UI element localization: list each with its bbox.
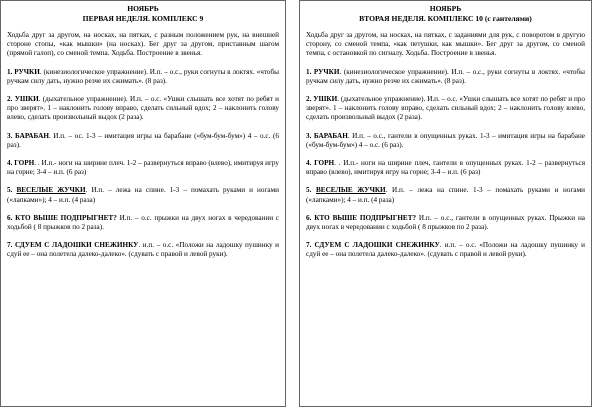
exercise-text: . и.п. – о.с. «Положи на ладошку пушинку и сдуй ее – она полетела далеко-далеко». (сдувать с правой и левой руки). xyxy=(306,241,585,259)
exercise-text: . И.п. – лежа на спине. 1-3 – помахать руками и ногами («лапками»); 4 – и.п. (4 раза) xyxy=(7,186,279,204)
exercise-text: . и.п. – о.с. «Положи на ладошку пушинку и сдуй ее – она полетела далеко-далеко». (сдувать с правой и левой руки). xyxy=(7,241,279,259)
exercise-text: . (дыхательное упражнение). И.п. – о.с. «Ушки слышать все хотят по ребят и про зверят». 1 – наклонить голову вправо, сделать сильный вдох; 2 – наклонить голову влево, сделать произвольный выдох (2 раза). xyxy=(7,95,280,122)
exercise-text: . . И.п.- ноги на ширине плеч. 1-2 – развернуться вправо (влево), имитируя игру на горне; 3-4 – и.п. (6 раз) xyxy=(7,159,280,177)
exercise-name: УШКИ xyxy=(313,95,338,104)
exercise-number: 3. xyxy=(306,131,314,140)
complex-card-right xyxy=(299,0,592,407)
month-heading: НОЯБРЬ xyxy=(127,4,159,13)
exercise-name: РУЧКИ xyxy=(14,67,40,76)
exercise-text: . И.п. – о.с., гантели в опущенных руках. 1-3 – имитация игры на барабане («бум-бум-бум») 4 – о.с. (6 раз). xyxy=(306,131,585,149)
complex-title: ПЕРВАЯ НЕДЕЛЯ. КОМПЛЕКС 9 xyxy=(82,14,204,23)
exercise-item xyxy=(7,95,279,123)
exercise-number: 6. xyxy=(7,213,16,222)
exercise-name: БАРАБАН xyxy=(14,131,49,140)
exercise-item xyxy=(7,132,279,150)
exercise-text: . (дыхательное упражнение). И.п. – о.с. «Ушки слышать все хотят по ребят и про зверят». 1 – наклонить голову вправо, сделать сильный вдох; 2 – наклонить голову влево, сделать произвольный выдох (2 раза). xyxy=(306,95,585,122)
exercise-text: . . И.п.- ноги на ширине плеч, гантели в опущенных руках. 1-2 – развернуться вправо (влево), имитируя игру на горне; 3-4 – и.п. (6 раз) xyxy=(306,159,585,177)
exercise-number: 6. xyxy=(306,213,315,222)
exercise-item xyxy=(7,68,279,86)
exercise-text: . (кинезиологическое упражнение). И.п. – о.с., руки согнуты в локтях. «чтобы ручкам силу дать, нужно резче их сжимать». (8 раз). xyxy=(306,67,586,85)
exercise-number: 7. xyxy=(7,241,15,250)
complex-card-left xyxy=(0,0,286,407)
exercise-name: СДУЕМ С ЛАДОШКИ СНЕЖИНКУ xyxy=(14,241,139,250)
exercise-number: 4. xyxy=(306,159,315,168)
exercise-name: СДУЕМ С ЛАДОШКИ СНЕЖИНКУ xyxy=(314,241,440,250)
exercise-name: ГОРН xyxy=(314,159,335,168)
exercise-item xyxy=(306,68,585,86)
exercise-item xyxy=(306,241,585,259)
exercise-name: КТО ВЫШЕ ПОДПРЫГНЕТ? xyxy=(314,213,417,222)
warmup-paragraph: Ходьба друг за другом, на носках, на пятках, с заданиями для рук, с поворотом в другую сторону, со сменой темпа, «как петушки, как мышки». Бег друг за другом, со сменой темпа, с остановкой по сигналу. Ходьба. Построение в звенья. xyxy=(306,31,585,58)
exercise-item xyxy=(306,95,585,123)
exercise-text: И.п. – о.с. прыжки на двух ногах в чередовании с ходьбой ( 8 прыжков по 2 раза). xyxy=(7,213,280,232)
exercise-text: . И.п. – ос. 1-3 – имитация игры на барабане («бум-бум-бум») 4 – о.с. (6 раз). xyxy=(7,131,279,149)
exercise-item xyxy=(306,214,585,232)
exercise-number: 3. xyxy=(7,131,15,140)
exercise-item xyxy=(7,241,279,259)
exercise-item xyxy=(7,159,279,177)
exercise-name: ВЕСЕЛЫЕ ЖУЧКИ xyxy=(16,186,86,195)
complex-title: ВТОРАЯ НЕДЕЛЯ. КОМПЛЕКС 10 (с гантелями) xyxy=(359,14,532,23)
exercise-number: 7. xyxy=(306,241,315,250)
exercise-name: ГОРН xyxy=(14,159,35,168)
exercise-item xyxy=(306,132,585,150)
exercise-item xyxy=(306,186,585,204)
exercise-name: ВЕСЕЛЫЕ ЖУЧКИ xyxy=(316,186,386,195)
warmup-paragraph: Ходьба друг за другом, на носках, на пятках, с разным положением рук, на внешней стороне стопы, «как мышки» (на носках). Бег друг за другом, приставным шагом (прямой галоп), со сменой темпа. Ходьба. Построение в звенья. xyxy=(7,31,279,58)
exercise-number: 2. xyxy=(7,95,15,104)
exercise-name: РУЧКИ xyxy=(313,67,340,76)
exercise-number: 1. xyxy=(306,67,314,76)
exercise-name: БАРАБАН xyxy=(313,131,348,140)
exercise-text: . И.п. – лежа на спине. 1-3 – помахать руками и ногами («лапками»); 4 – и.п. (4 раза) xyxy=(306,186,585,204)
exercise-item xyxy=(7,186,279,204)
exercise-text: И.п. – о.с., гантели в опущенных руках. Прыжки на двух ногах в чередовании с ходьбой ( 8 прыжков по 2 раза). xyxy=(306,213,585,232)
exercise-name: КТО ВЫШЕ ПОДПРЫГНЕТ? xyxy=(15,213,117,222)
exercise-item xyxy=(7,214,279,232)
exercise-number: 5. xyxy=(7,186,17,195)
exercise-number: 1. xyxy=(7,67,15,76)
exercise-text: . (кинезиологическое упражнение). И.п. – о.с., руки согнуты в локтях. «чтобы ручкам силу дать, нужно резче их сжимать». (8 раз). xyxy=(7,67,280,85)
exercise-item xyxy=(306,159,585,177)
exercise-number: 2. xyxy=(306,95,314,104)
exercise-number: 4. xyxy=(7,159,15,168)
exercise-number: 5. xyxy=(306,186,316,195)
exercise-name: УШКИ xyxy=(14,95,39,104)
month-heading: НОЯБРЬ xyxy=(429,4,462,13)
